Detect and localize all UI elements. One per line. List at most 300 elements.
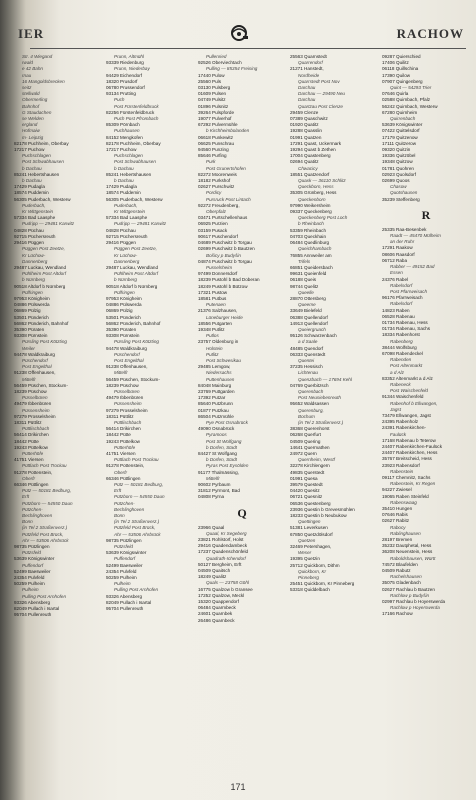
directory-entry: 18320 Prusdorf — [106, 78, 138, 84]
directory-entry: 07646 Rabis — [382, 512, 408, 518]
directory-entry: Pützfeld Post Brück, — [114, 525, 156, 531]
directory-entry: 06528 Rabenau — [382, 313, 415, 319]
directory-entry: 23757 Oldenburg in — [198, 339, 239, 345]
column-1 — [14, 54, 102, 779]
directory-entry: 90518 Altdorf b Nürnberg — [14, 283, 66, 289]
directory-entry: 93134 Prutting — [106, 91, 136, 97]
directory-entry: Ahr — 53506 Ahrbrück — [114, 531, 161, 537]
directory-entry: 97990 Weikersheim — [290, 202, 331, 208]
directory-entry: 67098 Rabendeckel — [382, 350, 423, 356]
directory-entry: Hofmaiw — [22, 128, 40, 134]
directory-entry: 17440 Pulow — [198, 72, 225, 78]
directory-entry: Puderbach, — [114, 202, 138, 208]
directory-entry: Quaal, Kr Segeberg — [206, 530, 247, 536]
directory-entry: 57334 Bad Laasphe — [14, 215, 56, 221]
directory-entry: 97953 Königheim — [106, 295, 142, 301]
directory-entry: Pütz — 50181 Bedburg, — [22, 488, 72, 494]
directory-entry: Faulück — [390, 431, 407, 437]
directory-entry: seitz — [22, 85, 32, 91]
directory-entry: (in Tel 2 Straßenverz.) — [22, 525, 68, 531]
directory-entry: 17217 Puchow — [106, 147, 137, 153]
directory-entry: 16 Mangoldsbrecken — [22, 78, 65, 84]
directory-entry: Holstein — [206, 345, 223, 351]
directory-entry: 24395 Rabenholz — [382, 419, 419, 425]
directory-entry: 26486 Quarnbeck — [198, 617, 235, 623]
directory-entry: 01734 Rabenau, Sachs — [382, 326, 431, 332]
directory-entry: Rachlow p Budyšin — [390, 592, 430, 598]
directory-entry: 19294 Quast b Zethen — [290, 147, 336, 153]
directory-entry: 18556 Putgarten — [198, 320, 232, 326]
directory-entry: 17217 Puchow — [14, 147, 45, 153]
directory-entry: Rabelsdorf — [390, 301, 413, 307]
directory-entry: b Dachau — [22, 165, 42, 171]
directory-entry: 83352 Altenmarkt a d Alz — [382, 375, 433, 381]
directory-entry: Püsselbüren — [22, 395, 48, 401]
page-number: 171 — [230, 782, 246, 792]
directory-entry: 04509 Rabutz — [382, 568, 411, 574]
directory-entry: 93308 Pürnstein — [106, 333, 140, 339]
directory-entry: 19348 Quitzow — [382, 159, 413, 165]
directory-entry: Queckenborn — [298, 196, 326, 202]
directory-entry: Quirrenbach — [390, 116, 416, 122]
directory-entry: ergland — [22, 122, 38, 128]
directory-entry: 49835 Querstedt — [290, 469, 325, 475]
directory-entry: 04874 Puschwitz b Torgau — [198, 258, 252, 264]
directory-entry: 29416 Püggen — [14, 240, 44, 246]
directory-entry: 97499 Donnersdorf — [198, 271, 238, 277]
directory-entry: 04769 Querbitzsch — [290, 382, 329, 388]
directory-entry: Pulling Post Arnhofen — [114, 587, 159, 593]
directory-entry: 17429 Pudagla — [106, 184, 137, 190]
directory-entry: 04828 Püchau — [106, 227, 136, 233]
directory-entry: Post Schwabhausen — [114, 159, 156, 165]
directory-entry: Rabocy — [390, 524, 406, 530]
directory-entry: Pürsling Post Kötzting — [22, 339, 67, 345]
directory-entry: 82049 Pullach i Isartal — [14, 606, 60, 612]
directory-entry: 94429 Eichendorf — [106, 72, 143, 78]
directory-entry: 01609 Pulsen — [198, 91, 227, 97]
directory-entry: 85309 Pörnbach — [106, 122, 140, 128]
directory-entry: 98744 Quelitz — [290, 283, 319, 289]
directory-entry: Rabenden — [390, 357, 412, 363]
directory-entry: 29416 Püggen — [106, 240, 136, 246]
directory-entry: 36208 Neuenstein, Hess — [382, 549, 433, 555]
directory-entry: b Rheinbach — [298, 221, 324, 227]
directory-entry: Pützchen- — [22, 506, 43, 512]
directory-entry: Bechlinghoven — [22, 513, 53, 519]
directory-entry: 24601 Quarnbek — [198, 611, 233, 617]
directory-entry: 25712 Quickborn, Dithm — [290, 562, 340, 568]
directory-entry: 06721 Quesnitz — [290, 494, 323, 500]
directory-entry: 18249 Pustohl b Bützow — [198, 283, 248, 289]
directory-entry: 18551 Quatzendorf — [290, 171, 330, 177]
directory-entry: Post Neusiebenreuth — [298, 395, 341, 401]
directory-entry: 67292 Pulvermühle — [198, 122, 238, 128]
directory-entry: 35232 Dautphetal, Hess — [382, 543, 432, 549]
directory-entry: 02627 Rabitz — [382, 518, 410, 524]
directory-entry: 50259 Pulheim — [14, 581, 45, 587]
directory-entry: 94478 Waldkraiburg — [14, 351, 55, 357]
directory-entry: b Dachau — [22, 178, 42, 184]
directory-entry: 25451 Quickborn, Kr Pinneberg — [290, 581, 355, 587]
directory-entry: 93339 Riedenburg — [106, 60, 144, 66]
directory-entry: Niedersachs — [206, 370, 232, 376]
directory-entry: Pützborn — 54550 Daun — [22, 500, 73, 506]
directory-entry: 95704 Pullenreuth — [106, 606, 144, 612]
directory-entry: 03130 Pulsberg — [198, 85, 231, 91]
directory-entry: Oberfr — [114, 469, 128, 475]
directory-entry: Post Altenmarkt — [390, 363, 423, 369]
directory-entry: 06484 Quedlinburg — [290, 240, 330, 246]
directory-entry: 19243 Püttelkow — [14, 444, 48, 450]
directory-entry: Quarrendorf — [298, 60, 323, 66]
directory-entry: 29416 Quadendambeck — [198, 543, 248, 549]
directory-entry: 15320 Quappendorf — [198, 599, 239, 605]
directory-entry: Obermerling — [22, 97, 48, 103]
directory-entry: 66851 Queidersbach — [290, 264, 333, 270]
directory-entry: 17291 Raakow — [382, 245, 413, 251]
directory-entry: 91177 Thalmässing, — [198, 469, 239, 475]
directory-entry: 67280 Quirnheim — [382, 109, 418, 115]
directory-entry: Puderbach, — [22, 202, 46, 208]
directory-entry: 24407 Rabenkirchen-Faulück — [382, 443, 443, 449]
directory-entry: Puttenhausen — [206, 376, 235, 382]
directory-entry: G Staudachen — [22, 109, 52, 115]
directory-entry: 19065 Raben Steinfeld — [382, 493, 429, 499]
directory-entry: Bonn — [22, 519, 33, 525]
directory-entry: Oberpfalz — [206, 209, 226, 215]
directory-entry: 99631 Queienfeld — [290, 271, 327, 277]
directory-entry: Nordheide — [298, 72, 320, 78]
directory-entry: 02694 Quatitz — [290, 159, 319, 165]
column-5 — [382, 54, 470, 779]
directory-entry: 39264 Pulspforde — [198, 109, 235, 115]
directory-entry: 97279 Prosselsheim — [14, 413, 56, 419]
directory-entry: 17390 Quilow — [382, 72, 411, 78]
directory-entry: 82256 Fürstenfeldbruck — [106, 109, 155, 115]
directory-entry: Rabenswaag — [390, 499, 417, 505]
directory-entry: b Nürnberg — [22, 277, 45, 283]
directory-entry: 07646 Quirla — [382, 91, 409, 97]
directory-entry: Queelle — [298, 289, 314, 295]
directory-entry: Püssensheim — [22, 407, 50, 413]
directory-entry: 35410 Hungen — [382, 506, 413, 512]
directory-entry: Prunn, Niederbay — [114, 66, 150, 72]
directory-entry: Weiler — [22, 345, 35, 351]
directory-entry: Pordicy — [206, 190, 222, 196]
directory-entry: Püggen Post Zeetze, — [22, 246, 65, 252]
directory-entry: Queichhambach — [298, 246, 332, 252]
directory-entry: 92526 Oberviechtach — [198, 60, 242, 66]
directory-entry: Kr Wittgenstein — [114, 209, 146, 215]
directory-entry: 19288 Quasslin — [290, 128, 322, 134]
directory-entry: 93308 Pürnstein — [14, 333, 48, 339]
directory-entry: Püssensheim — [114, 401, 142, 407]
directory-entry: se Welden — [22, 116, 44, 122]
directory-entry: Essen — [390, 270, 403, 276]
directory-entry: 06536 Questenberg — [290, 500, 331, 506]
directory-entry: a d Saale — [298, 339, 318, 345]
directory-entry: Quentei — [298, 357, 315, 363]
directory-entry: 02997 Rachlau b Hoyerswerda — [382, 599, 446, 605]
directory-entry: 29487 Luckau, Wendland — [14, 264, 67, 270]
directory-entry: 48485 Quendorf — [290, 345, 324, 351]
directory-entry: 14823 Raben — [382, 307, 410, 313]
directory-entry: 19077 Pulverhof — [198, 116, 232, 122]
directory-entry: 93326 Abensberg — [106, 593, 143, 599]
directory-entry: Putlos — [206, 333, 219, 339]
directory-entry: 84048 Mainburg — [198, 382, 232, 388]
directory-entry: b Dachau — [114, 178, 134, 184]
directory-entry: 24972 Quern — [290, 451, 317, 456]
directory-entry: Ahr — 53506 Ahrbrück — [22, 537, 69, 543]
directory-entry: 35239 Steffenberg — [382, 196, 420, 202]
directory-entry: 91344 Waischenfeld — [382, 394, 424, 400]
directory-entry: Pinneberg — [298, 575, 319, 581]
directory-entry: Post Engelthal — [114, 357, 144, 363]
directory-entry: 94560 Punzing — [198, 147, 229, 153]
directory-entry: Quotshausen — [390, 190, 418, 196]
directory-entry: Purk — [206, 159, 216, 165]
directory-entry: Bochum — [298, 413, 315, 419]
directory-entry: Rabber — 49152 Bad — [390, 264, 435, 270]
directory-entry: Puffendorf — [22, 562, 44, 568]
directory-entry: Pursruck Post Lintach — [206, 196, 251, 202]
posthorn-logo-icon — [228, 22, 250, 44]
directory-entry: 06388 Quellendorf — [290, 314, 328, 320]
directory-entry: 14913 Quellendorf — [290, 320, 328, 326]
directory-entry: Pützsfeld — [114, 544, 133, 550]
section-letter: Q — [237, 505, 247, 520]
directory-entry: Kr Wittgenstein — [22, 209, 54, 215]
directory-entry: 24391 Rabenkirchen- — [382, 425, 426, 431]
directory-entry: 18233 Questin b Neubukow — [290, 513, 347, 519]
directory-entry: 86504 Putzmühle — [198, 413, 234, 419]
directory-entry: 24376 Rabel — [382, 276, 409, 282]
directory-entry: 19348 Putlitz — [198, 326, 225, 332]
directory-entry: 53639 Königswinter — [382, 122, 423, 128]
column-4 — [290, 54, 378, 779]
directory-entry: 04420 Quesitz — [290, 488, 320, 494]
directory-entry: 04808 Pyrna — [198, 494, 225, 500]
directory-entry: 33649 Bielefeld — [290, 308, 322, 314]
directory-entry: 04828 Püchau — [14, 227, 44, 233]
directory-entry: 02627 Purschwitz — [198, 184, 235, 190]
directory-entry: Pütz — 50181 Bedburg, — [114, 482, 164, 488]
directory-entry: Kr Lüchow- — [22, 252, 46, 258]
directory-entry: Mittelfr — [206, 475, 220, 481]
directory-entry: rwald — [22, 60, 33, 66]
directory-entry: 09117 Chemnitz, Sachs — [382, 475, 431, 480]
directory-entry: 32278 Kirchlengern — [290, 463, 330, 469]
directory-entry: 53359 Rheinbach — [290, 227, 327, 233]
directory-entry: Rachlow p Hoyerswerda — [390, 605, 440, 611]
directory-entry: Mittelfr — [22, 376, 36, 382]
directory-entry: 17406 Quilitz — [382, 60, 409, 66]
directory-entry: Püttlischbach — [22, 426, 50, 432]
directory-entry: Pye Post Osnabrück — [206, 419, 248, 425]
directory-entry: 82178 Puchheim, Oberbay — [14, 140, 69, 146]
directory-entry: 35075 Gladenbach — [382, 580, 421, 586]
directory-entry: 06484 Quarmbeck — [198, 605, 236, 611]
directory-entry: 17392 Putzar — [198, 395, 226, 401]
directory-entry: Raadt — 45470 Mülheim — [390, 233, 441, 239]
directory-entry: Bechlinghoven — [114, 506, 145, 512]
directory-entry: Pudripp — 29481 Karwitz — [22, 221, 75, 227]
directory-entry: 76855 Annweiler am — [290, 252, 332, 258]
directory-entry: 18442 Pütte — [14, 438, 39, 444]
directory-entry: 04509 Quaitsch — [198, 568, 231, 574]
directory-entry: 67850 Quetzdölsdorf — [290, 531, 333, 537]
directory-entry: 96176 Pfarrweisach — [382, 295, 423, 301]
directory-entry: Trifels — [298, 258, 311, 264]
directory-entry: 95652 Waldsassen — [290, 401, 329, 407]
directory-entry: 01991 Quatzen — [290, 134, 322, 140]
directory-entry: Pulling — 85354 Freising — [206, 66, 258, 72]
directory-entry: Püsselbüren — [114, 388, 140, 394]
directory-entry: 25563 Quarnstedt — [290, 54, 327, 59]
directory-entry: 03471 Purtschellenhaus — [198, 215, 248, 221]
directory-entry: Puchschlagen — [114, 153, 143, 159]
directory-entry: Rablinghausen — [390, 530, 421, 536]
directory-entry: 07389 Quaschwitz — [290, 116, 328, 122]
directory-entry: 56414 Drikirchen — [14, 432, 49, 438]
directory-entry: Rabelsdorf — [390, 282, 413, 288]
directory-entry: e 42 Bahn — [22, 66, 43, 72]
directory-entry: 66346 Püttlingen — [106, 475, 141, 481]
directory-entry: 07907 Quingenberg — [382, 78, 423, 84]
directory-entry: 19243 Püttelkow — [106, 438, 140, 444]
directory-entry: 02588 Quirnbach, Pfalz — [382, 97, 431, 103]
directory-entry: Putenaen — [206, 302, 226, 308]
directory-entry: Quadrath-Ichendorf — [206, 555, 246, 561]
directory-entry: Bošicy p Budyšin — [206, 252, 241, 258]
directory-entry: b Nürnberg — [114, 277, 137, 283]
directory-entry: Püschendorf — [22, 357, 48, 363]
directory-entry: 91238 Offenhausen, — [14, 370, 56, 376]
directory-entry: 01991 Quesa — [290, 475, 318, 481]
directory-entry: 32469 Petershagen, — [290, 544, 332, 550]
directory-entry: 56862 Pünderich, Bahnhof — [14, 320, 69, 326]
directory-entry: Post St Wolfgang — [206, 438, 242, 444]
directory-entry: Post Schwesikau — [206, 357, 241, 363]
directory-entry: an der Ruhr — [390, 239, 415, 245]
directory-entry: 25335 Raa-Besenbek — [382, 226, 427, 232]
directory-entry: 29487 Luckau, Wendland — [106, 264, 159, 270]
directory-entry: 92715 Püchersreuth — [14, 233, 56, 239]
directory-entry: b Dorfen, Stadt — [206, 457, 237, 463]
directory-entry: 03159 Pusack — [198, 227, 228, 233]
directory-entry: Darchau — [298, 85, 316, 91]
directory-entry: Pullenried — [206, 54, 227, 59]
directory-entry: Puchhausen — [114, 128, 140, 134]
directory-entry: 39579 Questedt — [290, 482, 323, 488]
directory-entry: 73479 Ellwangen, Jagst — [382, 412, 431, 418]
directory-entry: 56242 Quirnbach, Westerw — [382, 103, 438, 109]
directory-entry: (in Tel 2 Straßenverz.) — [114, 519, 160, 525]
directory-entry: Rabenstein — [390, 468, 414, 474]
directory-entry: 24354 Pulvfeld — [14, 575, 45, 581]
directory-entry: Püggen Post Zeetze, — [114, 246, 157, 252]
directory-entry: Pulheim — [22, 587, 39, 593]
directory-entry: 50127 Bergheim, Erft — [198, 561, 242, 567]
directory-entry: 41751 Viersen — [106, 451, 136, 456]
directory-entry: 56459 Püschen, Stockum- — [106, 376, 160, 382]
directory-entry: 23769 Puttgarden — [198, 388, 235, 394]
directory-entry: 06618 Punkewitz — [198, 134, 233, 140]
directory-entry: 17252 Qualzow, Meckl — [198, 592, 245, 598]
directory-entry: 23821 Rohlstorf, Holst — [198, 537, 244, 543]
directory-entry: Quint — 54293 Trier — [390, 85, 432, 91]
directory-entry: b Dachau — [114, 165, 134, 171]
directory-entry: 90617 Puschendorf — [198, 233, 238, 239]
directory-entry: 06925 Purzien — [198, 221, 228, 227]
directory-entry: 85241 Hebertshausen — [14, 171, 60, 177]
directory-entry: 41751 Viersen — [14, 457, 44, 463]
directory-entry: 17179 Quitzenow — [382, 134, 418, 140]
directory-entry: Pützfeld Post Brück, — [22, 531, 64, 537]
directory-entry: Querenburg, — [298, 407, 324, 413]
directory-entry: a d Alz — [390, 369, 404, 375]
directory-entry: 18239 Püschow — [106, 382, 139, 388]
directory-entry: Queeme — [298, 302, 316, 308]
directory-entry: Dannenberg — [114, 258, 140, 264]
directory-entry: 97953 Königheim — [14, 295, 50, 301]
directory-entry: 09320 Quitzin — [382, 147, 411, 153]
directory-entry: 84427 St Wolfgang — [198, 451, 237, 456]
directory-entry: 56459 Püschen, Stockum- — [14, 382, 68, 388]
directory-entry: 35767 Breitscheid, Hess — [382, 456, 432, 462]
directory-entry: 14641 Quermathen — [290, 444, 330, 450]
directory-entry: 18311 Püttlitz — [14, 419, 42, 425]
directory-entry: 92715 Püchersreuth — [106, 233, 148, 239]
directory-entry: 17429 Pudagla — [14, 184, 45, 190]
directory-entry: 04886 Pülswerda — [14, 302, 50, 308]
directory-entry: 82178 Puchheim, Oberbay — [106, 140, 161, 146]
directory-entry: Pusselsheim — [206, 264, 233, 270]
directory-entry: Pülfringen — [114, 289, 135, 295]
directory-entry: Querenbach — [298, 388, 324, 394]
directory-entry: 18574 Puddemin — [14, 190, 49, 196]
directory-entry: 93326 Abensberg — [14, 599, 51, 605]
directory-entry: Prunn, Altmühl — [114, 54, 144, 59]
directory-entry: Pyras Post Eysölden — [206, 463, 249, 469]
directory-entry: 85640 Putzbrunn — [198, 401, 233, 407]
directory-entry: 23966 Quaal — [198, 524, 225, 530]
directory-entry: Quenzbach — 17694 Kehl — [298, 376, 352, 382]
directory-entry: 04749 Pulsitz — [198, 97, 226, 103]
directory-entry: 08606 Raasdorf — [382, 251, 415, 257]
directory-entry: 09287 Quierschied — [382, 54, 421, 59]
section-letter: R — [421, 207, 431, 222]
directory-entry: Quettingen — [298, 519, 321, 525]
directory-entry: 94227 Zwiesel — [382, 487, 412, 493]
directory-entry: 23923 Rabensdorf — [382, 462, 420, 468]
directory-entry: 56862 Pünderich, Bahnhof — [106, 320, 161, 326]
directory-entry: Pulheim — [114, 581, 131, 587]
directory-entry: 01920 Quatitz — [290, 122, 319, 128]
directory-entry: 18249 Qualitz — [198, 574, 227, 580]
directory-entry: Bonn — [114, 513, 125, 519]
directory-entry: 29485 Lemgow, — [198, 364, 231, 370]
directory-entry: 06869 Pülzig — [106, 308, 133, 314]
directory-entry: Queckborn, Hess — [298, 184, 334, 190]
directory-entry: Post Schwabhausen — [22, 159, 64, 165]
directory-entry: Rabenhof b Ellwangen, — [390, 400, 438, 406]
directory-entry: 04886 Pülswerda — [106, 302, 142, 308]
directory-entry: 31812 Pyrmont, Bad — [198, 488, 240, 494]
directory-entry: 29459 Clenze — [290, 109, 319, 115]
